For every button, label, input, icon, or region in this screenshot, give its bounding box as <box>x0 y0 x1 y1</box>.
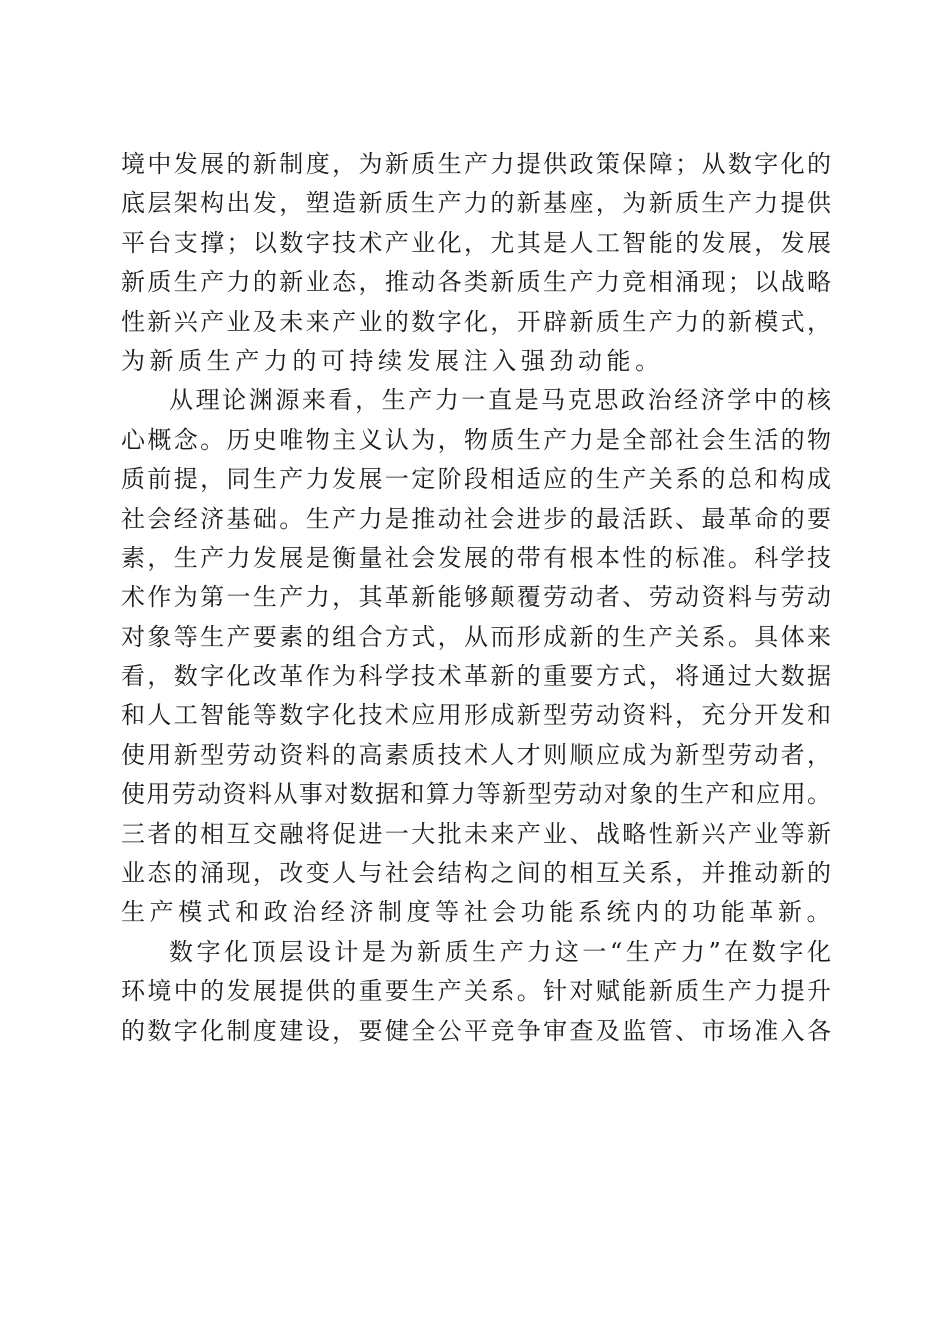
text-line: 术作为第一生产力，其革新能够颠覆劳动者、劳动资料与劳动 <box>121 583 831 612</box>
text-line: 使用新型劳动资料的高素质技术人才则顺应成为新型劳动者， <box>121 740 831 769</box>
text-line: 从理论渊源来看，生产力一直是马克思政治经济学中的核 <box>169 386 831 415</box>
text-line: 底层架构出发，塑造新质生产力的新基座，为新质生产力提供 <box>121 189 831 218</box>
text-line: 素，生产力发展是衡量社会发展的带有根本性的标准。科学技 <box>121 543 831 572</box>
text-line: 三者的相互交融将促进一大批未来产业、战略性新兴产业等新 <box>121 819 831 848</box>
text-line: 新质生产力的新业态，推动各类新质生产力竞相涌现；以战略 <box>121 268 831 297</box>
text-line: 对象等生产要素的组合方式，从而形成新的生产关系。具体来 <box>121 622 831 651</box>
text-line: 数字化顶层设计是为新质生产力这一“生产力”在数字化 <box>169 937 831 966</box>
text-line: 质前提，同生产力发展一定阶段相适应的生产关系的总和构成 <box>121 465 831 494</box>
text-line: 使用劳动资料从事对数据和算力等新型劳动对象的生产和应用。 <box>121 780 831 809</box>
text-line: 生产模式和政治经济制度等社会功能系统内的功能革新。 <box>121 898 835 927</box>
text-line: 看，数字化改革作为科学技术革新的重要方式，将通过大数据 <box>121 662 831 691</box>
paragraph-3 <box>121 933 831 1051</box>
text-line: 性新兴产业及未来产业的数字化，开辟新质生产力的新模式， <box>121 307 831 336</box>
text-line: 的数字化制度建设，要健全公平竞争审查及监管、市场准入各 <box>121 1016 831 1045</box>
text-line: 社会经济基础。生产力是推动社会进步的最活跃、最革命的要 <box>121 504 831 533</box>
text-line: 境中发展的新制度，为新质生产力提供政策保障；从数字化的 <box>121 150 831 178</box>
text-line: 环境中的发展提供的重要生产关系。针对赋能新质生产力提升 <box>121 977 831 1006</box>
text-line: 心概念。历史唯物主义认为，物质生产力是全部社会生活的物 <box>121 425 831 454</box>
text-line: 业态的涌现，改变人与社会结构之间的相互关系，并推动新的 <box>121 859 831 888</box>
paragraph-2 <box>121 381 835 932</box>
text-line: 和人工智能等数字化技术应用形成新型劳动资料，充分开发和 <box>121 701 831 730</box>
body-text <box>121 145 835 1051</box>
text-line: 为新质生产力的可持续发展注入强劲动能。 <box>121 346 664 375</box>
text-line: 平台支撑；以数字技术产业化，尤其是人工智能的发展，发展 <box>121 228 831 257</box>
paragraph-1 <box>121 145 831 381</box>
